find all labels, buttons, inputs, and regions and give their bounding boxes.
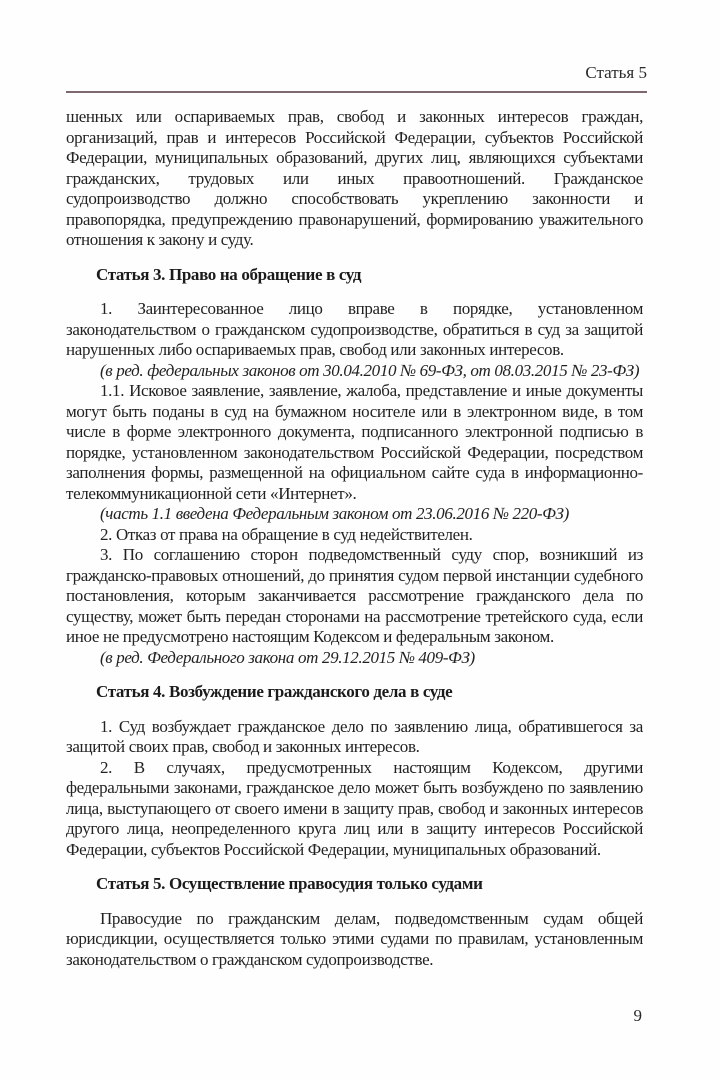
body-paragraph: 1.1. Исковое заявление, заявление, жалоба, представление и иные документы могут быть поданы в суд на бумажном носителе или в электронном виде, в том числе в форме электронного документа, подписанного электронной подписью в порядке, установленном законодательством Российской Федерации, посредством заполнения формы, размещенной на официальном сайте суда в информационно-телекоммуникационной сети «Интернет». xyxy=(66,381,643,503)
amendment-note: (в ред. Федерального закона от 29.12.2015 № 409-ФЗ) xyxy=(100,647,475,667)
article-heading-5: Статья 5. Осуществление правосудия только судами xyxy=(96,874,483,893)
body-paragraph: 2. В случаях, предусмотренных настоящим Кодексом, другими федеральными законами, гражданское дело может быть возбуждено по заявлению лица, выступающего от своего имени в защиту прав, свобод и законных интересов другого лица, неопределенного круга лиц или в защиту интересов Российской Федерации, субъектов Российской Федерации, муниципальных образований. xyxy=(66,757,643,859)
page-number: 9 xyxy=(633,1006,642,1025)
running-head-title: Статья 5 xyxy=(585,63,647,82)
page-body xyxy=(66,107,643,970)
article-heading-4: Статья 4. Возбуждение гражданского дела в суде xyxy=(96,682,453,701)
body-paragraph-continuation: шенных или оспариваемых прав, свобод и законных интересов граждан, организаций, прав и интересов Российской Федерации, субъектов Российской Федерации, муниципальных образований, других лиц, являющихся субъектами гражданских, трудовых или иных правоотношений. Гражданское судопроизводство должно способствовать укреплению законности и правопорядка, предупреждению правонарушений, формированию уважительного отношения к закону и суду. xyxy=(66,107,643,249)
body-paragraph: Правосудие по гражданским делам, подведомственным судам общей юрисдикции, осуществляется только этими судами по правилам, установленным законодательством о гражданском судопроизводстве. xyxy=(66,908,643,969)
amendment-note: (в ред. федеральных законов от 30.04.2010 № 69-ФЗ, от 08.03.2015 № 23-ФЗ) xyxy=(100,360,640,380)
article-heading-3: Статья 3. Право на обращение в суд xyxy=(96,264,362,284)
body-paragraph: 3. По соглашению сторон подведомственный суду спор, возникший из гражданско-правовых отношений, до принятия судом первой инстанции судебного постановления, которым заканчивается рассмотрение гражданского дела по существу, может быть передан сторонами на рассмотрение третейского суда, если иное не предусмотрено настоящим Кодексом и федеральным законом. xyxy=(66,545,643,646)
running-head xyxy=(66,62,647,93)
body-paragraph: 1. Заинтересованное лицо вправе в порядке, установленном законодательством о гражданском судопроизводстве, обратиться в суд за защитой нарушенных либо оспариваемых прав, свобод или законных интересов. xyxy=(66,299,643,359)
amendment-note: (часть 1.1 введена Федеральным законом от 23.06.2016 № 220-ФЗ) xyxy=(100,504,569,523)
body-paragraph: 1. Суд возбуждает гражданское дело по заявлению лица, обратившегося за защитой своих прав, свобод и законных интересов. xyxy=(66,716,643,756)
body-paragraph: 2. Отказ от права на обращение в суд недействителен. xyxy=(100,524,473,544)
